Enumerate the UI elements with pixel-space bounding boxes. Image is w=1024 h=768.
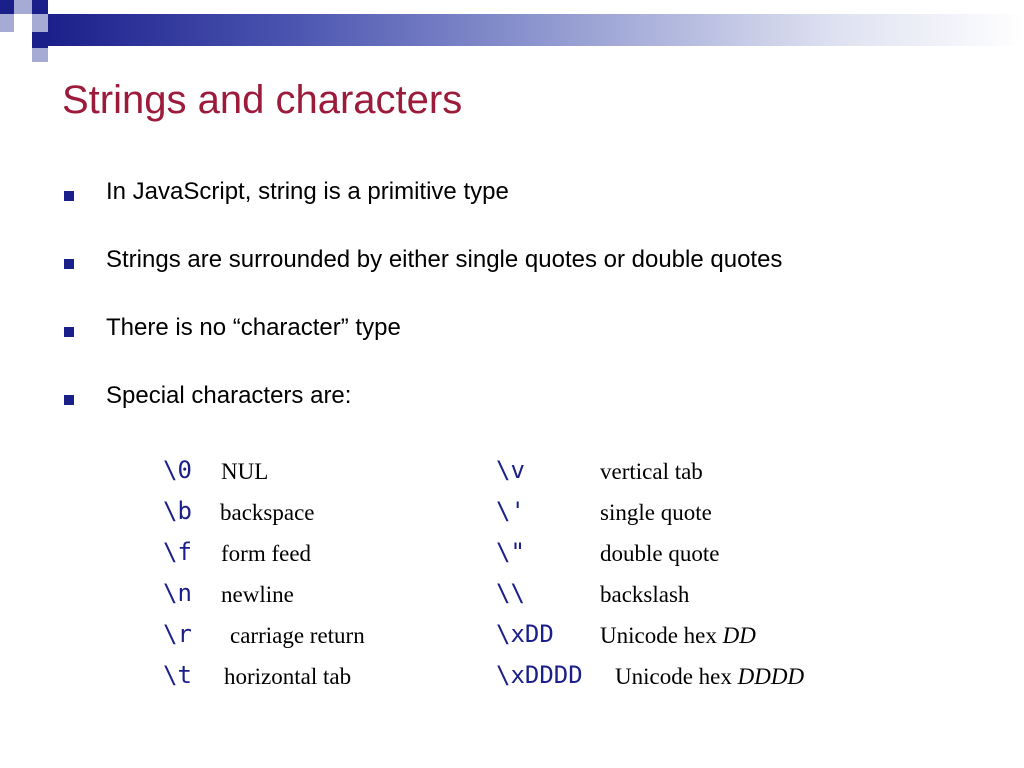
special-row — [163, 620, 983, 660]
square-bullet-icon — [64, 327, 74, 337]
escape-description — [600, 623, 756, 649]
escape-description-italic: DD — [722, 623, 756, 648]
escape-description: newline — [221, 582, 294, 607]
bullet-item — [62, 314, 1002, 382]
deco-square — [32, 32, 48, 48]
escape-description: backspace — [220, 500, 315, 525]
bullet-text: Strings are surrounded by either single quotes or double quotes — [106, 246, 783, 273]
special-row — [163, 538, 983, 578]
special-characters-table — [163, 456, 983, 706]
escape-code: \' — [496, 497, 525, 525]
deco-square — [0, 14, 14, 32]
header-decoration — [0, 0, 1024, 70]
escape-description-text: Unicode hex — [600, 623, 717, 648]
escape-description: horizontal tab — [224, 664, 352, 689]
escape-description: vertical tab — [600, 459, 703, 484]
bullet-item — [62, 246, 1002, 314]
bullet-text: There is no “character” type — [106, 314, 401, 341]
square-bullet-icon — [64, 191, 74, 201]
deco-square — [14, 32, 32, 48]
special-row — [163, 661, 983, 701]
escape-description-text: Unicode hex — [615, 664, 732, 689]
escape-description: backslash — [600, 582, 690, 607]
escape-description: double quote — [600, 541, 720, 566]
escape-description: NUL — [221, 459, 269, 484]
escape-code: \t — [163, 661, 192, 689]
deco-square — [0, 0, 14, 14]
escape-code: \b — [163, 497, 192, 525]
escape-code: \\ — [496, 579, 525, 607]
header-gradient-bar — [48, 14, 1024, 46]
escape-description-italic: DDDD — [737, 664, 805, 689]
deco-square — [14, 0, 32, 14]
escape-code: \" — [496, 538, 525, 566]
escape-description: form feed — [221, 541, 312, 566]
escape-code: \n — [163, 579, 192, 607]
escape-code: \xDD — [496, 620, 554, 648]
bullet-item — [62, 178, 1002, 246]
deco-square — [14, 14, 32, 32]
escape-code: \r — [163, 620, 192, 648]
deco-square — [32, 48, 48, 62]
escape-description: single quote — [600, 500, 712, 525]
square-bullet-icon — [64, 395, 74, 405]
bullet-item — [62, 382, 1002, 450]
escape-description: carriage return — [230, 623, 365, 648]
escape-code: \f — [163, 538, 192, 566]
bullet-text: Special characters are: — [106, 382, 352, 409]
bullet-list — [62, 178, 1002, 450]
deco-square — [32, 14, 48, 32]
slide-title: Strings and characters — [62, 78, 463, 122]
special-row — [163, 497, 983, 537]
square-bullet-icon — [64, 259, 74, 269]
special-row — [163, 456, 983, 496]
escape-code: \v — [496, 456, 525, 484]
escape-code: \xDDDD — [496, 661, 583, 689]
bullet-text: In JavaScript, string is a primitive type — [106, 178, 509, 205]
deco-square — [32, 0, 48, 14]
special-row — [163, 579, 983, 619]
escape-description — [615, 664, 804, 690]
escape-code: \0 — [163, 456, 192, 484]
